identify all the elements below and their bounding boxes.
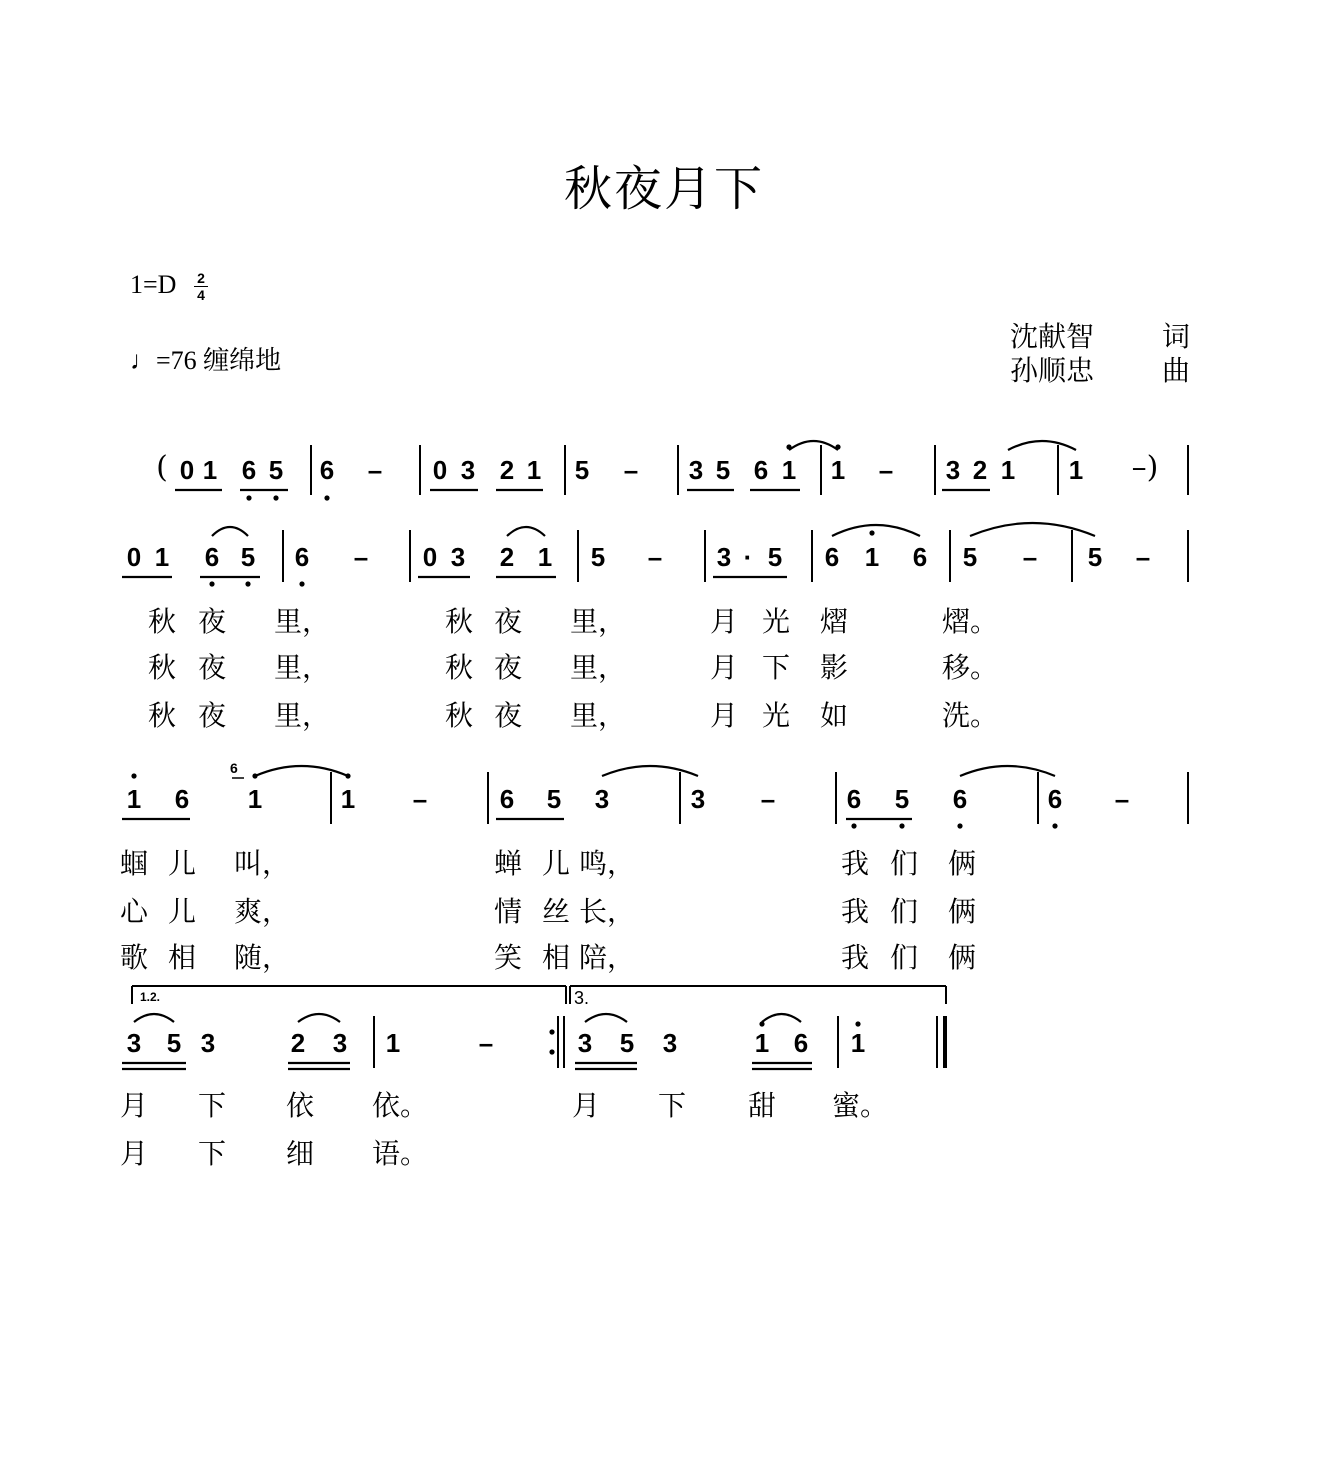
lyric-syllable: 心 [119,895,149,928]
note: 1 [202,455,218,485]
lyric-syllable: 蝈 [119,847,149,880]
dash-note: – [367,455,383,485]
lyric-syllable: 下 [761,651,791,684]
note: 6 [846,784,862,814]
lyric-syllable: 光 [761,605,791,638]
dash-note: – [1114,784,1130,814]
lyric-syllable: 秋 [444,699,474,732]
lyric-syllable: 夜 [197,651,227,684]
note: 6 [174,784,190,814]
slur [832,525,920,536]
lyric-syllable: 秋 [147,605,177,638]
repeat-dot [549,1049,554,1054]
note: 1 [1068,455,1084,485]
note: 1 [154,542,170,572]
lyric-syllable: 们 [889,941,919,974]
grace-note: 6 [230,760,238,776]
slur [970,523,1095,536]
tie [789,441,838,450]
lyric-syllable: 月 [119,1089,149,1122]
note: 6 [793,1028,809,1058]
lyric-syllable: 相 [541,941,571,974]
note: 3 [662,1028,678,1058]
octave-dot-low [245,581,250,586]
octave-dot-low [1052,823,1057,828]
tempo-marking: ♩=76 缠绵地 [130,346,282,375]
repeat-dot [549,1029,554,1034]
note: 6 [912,542,928,572]
note: 1 [754,1028,770,1058]
lyric-syllable: 里， [273,699,331,732]
octave-dot-low [851,823,856,828]
octave-dot-high [855,1021,860,1026]
lyric-syllable: 夜 [197,699,227,732]
note: 5 [962,542,978,572]
lyric-syllable: 夜 [197,605,227,638]
lyric-syllable: 依。 [371,1089,429,1122]
note: 3 [577,1028,593,1058]
lyric-syllable: 月 [709,605,739,638]
dash-note: – [412,784,428,814]
octave-dot-high [759,1021,764,1026]
note: 6 [319,455,335,485]
lyric-syllable: 们 [889,847,919,880]
octave-dot-low [957,823,962,828]
lyric-syllable: 我 [840,895,870,928]
note: 5 [166,1028,182,1058]
lyric-syllable: 下 [657,1089,687,1122]
note: 6 [241,455,257,485]
note: 3 [450,542,466,572]
lyricist-name: 沈献智 [1010,320,1095,353]
lyric-syllable: 丝 [541,895,571,928]
lyric-syllable: 下 [197,1137,227,1170]
time-signature-bottom: 4 [194,286,208,303]
lyric-syllable: 蜜。 [831,1089,889,1122]
lyric-syllable: 俩 [947,895,977,928]
lyric-syllable: 秋 [444,605,474,638]
note: 0 [179,455,195,485]
lyric-syllable: 夜 [493,651,523,684]
lyric-syllable: 笑 [493,941,523,974]
lyric-syllable: 甜 [747,1089,777,1122]
octave-dot-low [299,581,304,586]
note: 3 [460,455,476,485]
slur [298,1014,340,1022]
lyric-syllable: 俩 [947,941,977,974]
note: 3 [332,1028,348,1058]
note: 5 [767,542,783,572]
tie [960,766,1055,776]
dot-note: · [743,542,753,572]
octave-dot-low [246,495,251,500]
lyric-syllable: 相 [167,941,197,974]
lyric-syllable: 如 [819,699,849,732]
slur [585,1014,627,1022]
lyric-syllable: 里， [273,651,331,684]
note: 5 [894,784,910,814]
note: 2 [499,542,515,572]
lyric-syllable: 叫， [233,847,291,880]
note: 3 [690,784,706,814]
note: 5 [1087,542,1103,572]
note: 3 [200,1028,216,1058]
dash-note: – [878,455,894,485]
note: 5 [240,542,256,572]
lyric-syllable: 夜 [493,605,523,638]
lyric-syllable: 俩 [947,847,977,880]
note: 0 [432,455,448,485]
note: 5 [574,455,590,485]
tie [1008,441,1076,450]
note: 6 [204,542,220,572]
note: 6 [1047,784,1063,814]
lyric-syllable: 情 [493,895,523,928]
dash-note: – [623,455,639,485]
time-signature-top: 2 [197,270,205,286]
lyric-syllable: 光 [761,699,791,732]
octave-dot-high [869,530,874,535]
lyric-syllable: 夜 [493,699,523,732]
note: 5 [590,542,606,572]
volta-1-label: 1.2. [140,990,161,1004]
page-title: 秋夜月下 [563,161,764,217]
lyricist-role: 词 [1162,320,1191,353]
lyric-syllable: 秋 [147,651,177,684]
note: 1 [385,1028,401,1058]
lyric-syllable: 细 [285,1137,315,1170]
note: 1 [126,784,142,814]
note: 5 [715,455,731,485]
lyric-syllable: 月 [709,651,739,684]
note: 1 [830,455,846,485]
note: 5 [268,455,284,485]
note: 2 [290,1028,306,1058]
note: 1 [850,1028,866,1058]
note: 0 [126,542,142,572]
lyric-syllable: 长， [578,895,636,928]
note: 2 [972,455,988,485]
lyric-syllable: 蝉 [493,847,523,880]
note: 2 [499,455,515,485]
lyric-syllable: 月 [119,1137,149,1170]
note: 0 [422,542,438,572]
lyric-syllable: 们 [889,895,919,928]
lyric-syllable: 下 [197,1089,227,1122]
dash-note: – [1022,542,1038,572]
octave-dot-high [131,773,136,778]
lyric-syllable: 儿 [167,895,197,928]
slur [212,527,248,536]
lyric-syllable: 随， [233,941,291,974]
lyric-syllable: 陪， [578,941,636,974]
lyric-syllable: 我 [840,941,870,974]
slur [762,1014,801,1022]
lyric-syllable: 熠 [819,605,849,638]
note: 1 [340,784,356,814]
note: 1 [537,542,553,572]
dash-note: – [1135,542,1151,572]
close-paren: –) [1131,450,1159,485]
dash-note: – [647,542,663,572]
note: 5 [546,784,562,814]
dash-note: – [478,1028,494,1058]
note: 6 [294,542,310,572]
lyric-syllable: 我 [840,847,870,880]
note: 3 [945,455,961,485]
lyric-syllable: 移。 [941,651,999,684]
lyric-syllable: 秋 [444,651,474,684]
lyric-syllable: 鸣， [578,847,636,880]
lyric-syllable: 爽， [233,895,291,928]
note: 1 [781,455,797,485]
note: 6 [952,784,968,814]
note: 3 [716,542,732,572]
lyric-syllable: 里， [273,605,331,638]
lyric-syllable: 语。 [371,1137,429,1170]
composer-role: 曲 [1162,354,1191,387]
octave-dot-low [273,495,278,500]
dash-note: – [760,784,776,814]
lyric-syllable: 儿 [541,847,571,880]
dash-note: – [353,542,369,572]
note: 6 [499,784,515,814]
note: 3 [688,455,704,485]
octave-dot-low [899,823,904,828]
lyric-syllable: 依 [285,1089,315,1122]
note: 6 [753,455,769,485]
lyric-syllable: 里， [569,699,627,732]
lyric-syllable: 秋 [147,699,177,732]
slur [134,1014,174,1022]
key-signature: 1=D [130,270,177,299]
slur [507,527,545,536]
lyric-syllable: 月 [571,1089,601,1122]
tie [255,766,348,776]
note: 5 [619,1028,635,1058]
octave-dot-low [209,581,214,586]
lyric-syllable: 歌 [119,941,149,974]
note: 1 [864,542,880,572]
lyric-syllable: 月 [709,699,739,732]
note: 3 [126,1028,142,1058]
volta-2-label: 3. [574,988,590,1008]
note: 1 [1000,455,1016,485]
lyric-syllable: 儿 [167,847,197,880]
note: 6 [824,542,840,572]
tie [602,766,698,776]
lyric-syllable: 熠。 [941,605,999,638]
composer-name: 孙顺忠 [1010,354,1095,387]
lyric-syllable: 里， [569,651,627,684]
octave-dot-low [324,495,329,500]
open-paren: ( [156,450,168,485]
lyric-syllable: 洗。 [941,699,999,732]
lyric-syllable: 里， [569,605,627,638]
note: 1 [247,784,263,814]
note: 3 [594,784,610,814]
lyric-syllable: 影 [819,651,849,684]
note: 1 [526,455,542,485]
